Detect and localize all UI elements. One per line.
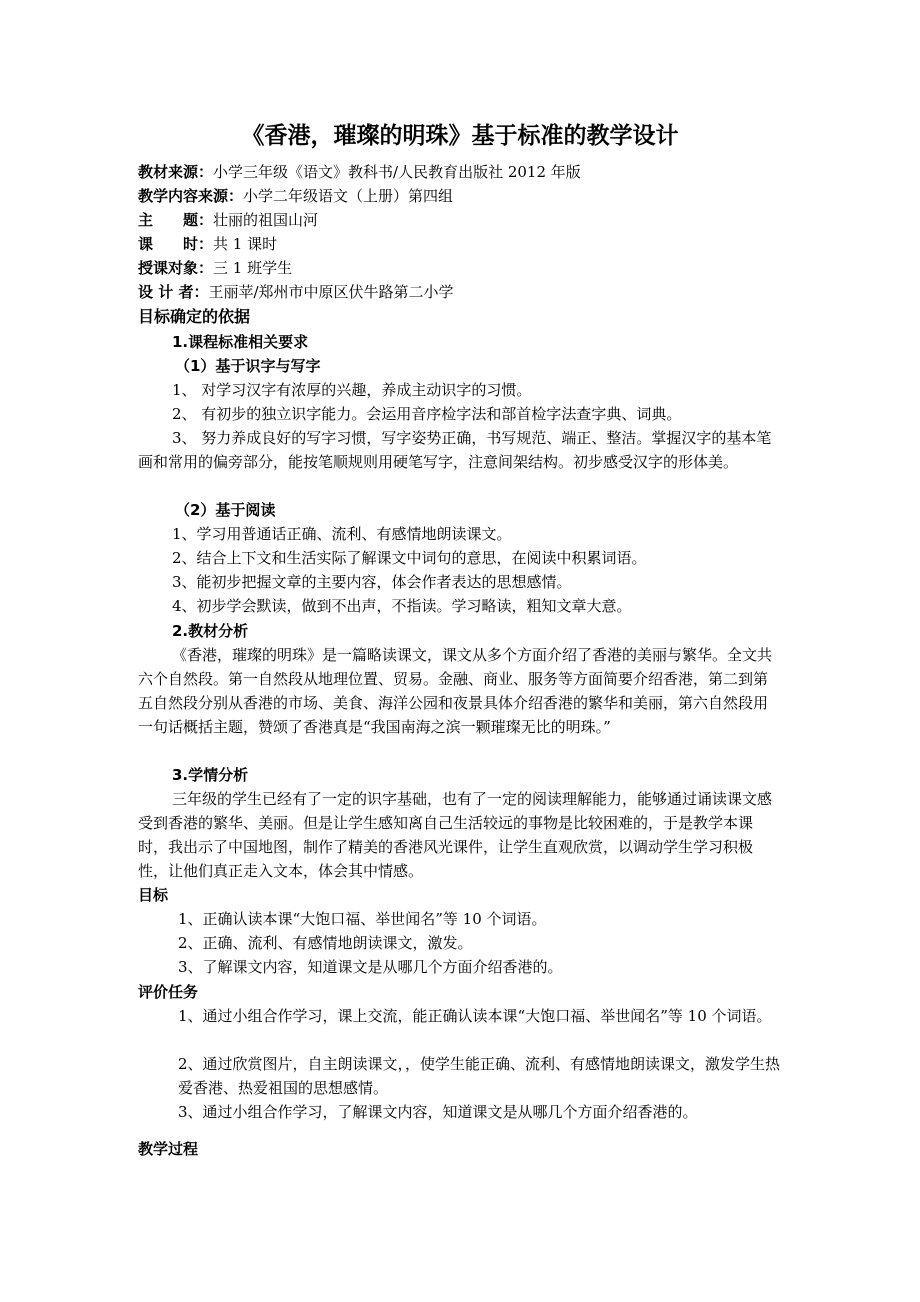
basis-heading: 目标确定的依据 [138, 307, 251, 326]
list-item: 3、能初步把握文章的主要内容，体会作者表达的思想感情。 [172, 573, 572, 591]
section-1a-heading: （1）基于识字与写字 [175, 357, 321, 375]
process-heading: 教学过程 [138, 1140, 199, 1158]
meta-theme: 主 题：壮丽的祖国山河 [138, 211, 319, 229]
list-item: 1、通过小组合作学习，课上交流，能正确认读本课“大饱口福、举世闻名”等 10 个词语。 [178, 1007, 772, 1025]
section-2-heading: 2.教材分析 [172, 622, 249, 640]
meta-hours: 课 时：共 1 课时 [138, 235, 278, 253]
list-item: 4、初步学会默读，做到不出声，不指读。学习略读，粗知文章大意。 [172, 597, 632, 615]
list-item: 2、正确、流利、有感情地朗读课文，激发。 [178, 934, 473, 952]
meta-designer: 设 计 者：王丽苹/郑州市中原区伏牛路第二小学 [138, 283, 454, 301]
meta-audience: 授课对象：三 1 班学生 [138, 259, 293, 277]
list-item: 2、 有初步的独立识字能力。会运用音序检字法和部首检字法查字典、词典。 [172, 405, 682, 423]
list-item: 2、结合上下文和生活实际了解课文中词句的意思，在阅读中积累词语。 [172, 549, 647, 567]
section-1-heading: 1.课程标准相关要求 [172, 333, 309, 351]
list-item: 3、通过小组合作学习，了解课文内容，知道课文是从哪几个方面介绍香港的。 [178, 1103, 698, 1121]
list-item: 1、正确认读本课“大饱口福、举世闻名”等 10 个词语。 [178, 910, 547, 928]
section-3-heading: 3.学情分析 [172, 766, 249, 784]
goals-heading: 目标 [138, 886, 169, 904]
list-item: 2、通过欣赏图片，自主朗读课文，，使学生能正确、流利、有感情地朗读课文，激发学生热爱香港、热爱祖国的思想感情。 [178, 1055, 781, 1097]
student-analysis-text: 三年级的学生已经有了一定的识字基础，也有了一定的阅读理解能力，能够通过诵读课文感受到香港的繁华、美丽。但是让学生感知离自己生活较远的事物是比较困难的，于是教学本课时，我出示了中国地图，制作了精美的香港风光课件，让学生直观欣赏，以调动学生学习积极性，让他们真正走入文本，体会其中情感。 [138, 790, 773, 880]
list-item: 1、 对学习汉字有浓厚的兴趣，养成主动识字的习惯。 [172, 381, 532, 399]
evaluation-heading: 评价任务 [138, 983, 199, 1001]
material-analysis-text: 《香港，璀璨的明珠》是一篇略读课文，课文从多个方面介绍了香港的美丽与繁华。全文共六个自然段。第一自然段从地理位置、贸易。金融、商业、服务等方面简要介绍香港，第二到第五自然段分别从香港的市场、美食、海洋公园和夜景具体介绍香港的繁华和美丽，第六自然段用一句话概括主题，赞颂了香港真是“我国南海之滨一颗璀璨无比的明珠。” [138, 646, 773, 736]
meta-content: 教学内容来源：小学二年级语文（上册）第四组 [138, 187, 454, 205]
section-1b-heading: （2）基于阅读 [175, 501, 276, 519]
list-item: 1、学习用普通话正确、流利、有感情地朗读课文。 [172, 525, 512, 543]
document-title: 《香港，璀璨的明珠》基于标准的教学设计 [241, 122, 679, 149]
list-item: 3、了解课文内容，知道课文是从哪几个方面介绍香港的。 [178, 958, 563, 976]
list-item: 3、 努力养成良好的写字习惯，写字姿势正确，书写规范、端正、整洁。掌握汉字的基本笔画和常用的偏旁部分，能按笔顺规则用硬笔写字，注意间架结构。初步感受汉字的形体美。 [138, 429, 772, 471]
meta-source: 教材来源：小学三年级《语文》教科书/人民教育出版社 2012 年版 [138, 163, 581, 181]
